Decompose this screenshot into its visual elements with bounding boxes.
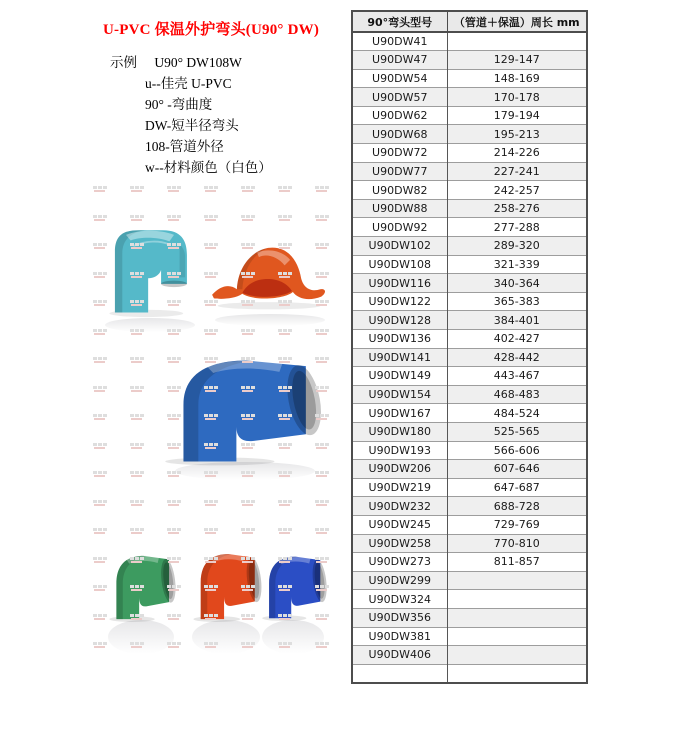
watermark-mark (93, 186, 109, 193)
range-cell: 227-241 (447, 162, 587, 181)
watermark-mark (167, 186, 183, 193)
model-cell: U90DW299 (352, 571, 447, 590)
table-row (352, 441, 587, 460)
watermark-mark (278, 215, 294, 222)
range-cell: 729-769 (447, 515, 587, 534)
teal-elbow-image (99, 222, 201, 318)
watermark-mark (241, 500, 257, 507)
range-cell: 607-646 (447, 460, 587, 479)
model-cell: U90DW406 (352, 646, 447, 665)
watermark-mark (315, 186, 331, 193)
product-photo-bottom (100, 538, 345, 663)
table-header-row (352, 11, 587, 32)
model-cell: U90DW324 (352, 590, 447, 609)
range-cell: 365-383 (447, 292, 587, 311)
model-cell: U90DW68 (352, 125, 447, 144)
table-row (352, 664, 587, 683)
watermark-mark (204, 186, 220, 193)
reflection (175, 462, 315, 480)
model-cell: U90DW180 (352, 422, 447, 441)
legend-line: u--佳壳 U-PVC (145, 76, 232, 91)
watermark-mark (167, 500, 183, 507)
reflection (262, 620, 324, 654)
range-cell: 484-524 (447, 404, 587, 423)
model-cell: U90DW116 (352, 274, 447, 293)
model-cell: U90DW245 (352, 515, 447, 534)
model-cell: U90DW149 (352, 367, 447, 386)
table-row (352, 553, 587, 572)
model-cell (352, 664, 447, 683)
orange-shell-image (205, 236, 333, 314)
blue-small-elbow-image (258, 548, 330, 622)
table-row (352, 218, 587, 237)
range-cell: 289-320 (447, 237, 587, 256)
legend-example-row (110, 55, 242, 70)
table-row (352, 404, 587, 423)
range-cell (447, 571, 587, 590)
table-row (352, 571, 587, 590)
table-row (352, 311, 587, 330)
model-cell: U90DW72 (352, 144, 447, 163)
model-cell: U90DW57 (352, 88, 447, 107)
range-cell: 525-565 (447, 422, 587, 441)
table-row (352, 646, 587, 665)
range-cell (447, 627, 587, 646)
table-row (352, 590, 587, 609)
page-title: U-PVC 保温外护弯头(U90° DW) (103, 22, 320, 38)
watermark-mark (241, 215, 257, 222)
model-cell: U90DW41 (352, 32, 447, 51)
model-cell: U90DW141 (352, 348, 447, 367)
model-cell: U90DW136 (352, 330, 447, 349)
range-cell (447, 646, 587, 665)
table-row (352, 69, 587, 88)
range-cell: 384-401 (447, 311, 587, 330)
watermark-mark (130, 528, 146, 535)
range-cell: 340-364 (447, 274, 587, 293)
range-cell (447, 664, 587, 683)
spec-table-wrap (351, 10, 586, 684)
reflection (108, 620, 174, 654)
range-cell: 428-442 (447, 348, 587, 367)
model-cell: U90DW108 (352, 255, 447, 274)
model-cell: U90DW193 (352, 441, 447, 460)
model-cell: U90DW92 (352, 218, 447, 237)
product-photo-middle (95, 336, 345, 481)
model-cell: U90DW47 (352, 51, 447, 70)
model-cell: U90DW206 (352, 460, 447, 479)
model-cell: U90DW356 (352, 608, 447, 627)
watermark-mark (204, 500, 220, 507)
watermark-mark (130, 215, 146, 222)
watermark-mark (315, 500, 331, 507)
table-row (352, 88, 587, 107)
spec-table-body (352, 32, 587, 683)
watermark-mark (204, 215, 220, 222)
model-legend (110, 52, 272, 178)
model-cell: U90DW122 (352, 292, 447, 311)
watermark-mark (93, 528, 109, 535)
model-cell: U90DW102 (352, 237, 447, 256)
table-row (352, 274, 587, 293)
model-cell: U90DW232 (352, 497, 447, 516)
model-cell: U90DW167 (352, 404, 447, 423)
range-cell: 443-467 (447, 367, 587, 386)
range-cell: 277-288 (447, 218, 587, 237)
watermark-mark (93, 215, 109, 222)
model-cell: U90DW88 (352, 199, 447, 218)
table-row (352, 51, 587, 70)
range-cell: 770-810 (447, 534, 587, 553)
range-cell: 321-339 (447, 255, 587, 274)
model-cell: U90DW82 (352, 181, 447, 200)
table-row (352, 385, 587, 404)
range-cell: 566-606 (447, 441, 587, 460)
reflection (105, 318, 195, 332)
spec-table (351, 10, 588, 684)
table-row (352, 181, 587, 200)
model-cell: U90DW54 (352, 69, 447, 88)
table-row (352, 330, 587, 349)
range-cell: 258-276 (447, 199, 587, 218)
model-column-header: 90°弯头型号 (352, 11, 447, 32)
table-row (352, 106, 587, 125)
legend-line: 90° -弯曲度 (145, 97, 213, 112)
range-cell (447, 590, 587, 609)
model-cell: U90DW273 (352, 553, 447, 572)
model-cell: U90DW62 (352, 106, 447, 125)
range-cell: 688-728 (447, 497, 587, 516)
table-row (352, 348, 587, 367)
model-cell: U90DW219 (352, 478, 447, 497)
watermark-mark (167, 528, 183, 535)
range-cell: 195-213 (447, 125, 587, 144)
table-row (352, 497, 587, 516)
range-cell: 129-147 (447, 51, 587, 70)
teal-elbow-body (115, 230, 187, 312)
table-row (352, 627, 587, 646)
range-cell: 811-857 (447, 553, 587, 572)
table-row (352, 162, 587, 181)
watermark-mark (315, 215, 331, 222)
watermark-mark (315, 528, 331, 535)
range-cell: 214-226 (447, 144, 587, 163)
model-cell: U90DW77 (352, 162, 447, 181)
reflection (192, 620, 260, 654)
table-row (352, 199, 587, 218)
table-row (352, 460, 587, 479)
table-row (352, 478, 587, 497)
legend-line: w--材料颜色（白色） (145, 160, 272, 175)
watermark-mark (167, 215, 183, 222)
watermark-mark (130, 500, 146, 507)
table-row (352, 367, 587, 386)
model-cell: U90DW154 (352, 385, 447, 404)
watermark-mark (278, 528, 294, 535)
range-cell: 468-483 (447, 385, 587, 404)
table-row (352, 237, 587, 256)
product-photo-top (95, 222, 340, 332)
table-row (352, 515, 587, 534)
model-cell: U90DW381 (352, 627, 447, 646)
watermark-mark (241, 186, 257, 193)
table-row (352, 32, 587, 51)
range-cell: 179-194 (447, 106, 587, 125)
table-row (352, 292, 587, 311)
circumference-column-header: （管道＋保温）周长 mm (447, 11, 587, 32)
blue-elbow-image (157, 348, 329, 466)
watermark-mark (278, 186, 294, 193)
range-cell (447, 608, 587, 627)
reflection (215, 314, 325, 326)
legend-example-value: U90° DW108W (154, 55, 242, 70)
watermark-mark (93, 500, 109, 507)
range-cell: 148-169 (447, 69, 587, 88)
legend-example-label: 示例 (110, 55, 137, 70)
watermark-mark (130, 186, 146, 193)
orange-elbow-image (188, 546, 266, 622)
table-row (352, 534, 587, 553)
green-elbow-image (104, 548, 180, 622)
range-cell (447, 32, 587, 51)
model-cell: U90DW258 (352, 534, 447, 553)
table-row (352, 144, 587, 163)
table-row (352, 608, 587, 627)
range-cell: 242-257 (447, 181, 587, 200)
watermark-mark (204, 528, 220, 535)
table-row (352, 255, 587, 274)
table-row (352, 422, 587, 441)
range-cell: 402-427 (447, 330, 587, 349)
legend-line: 108-管道外径 (145, 139, 224, 154)
watermark-mark (241, 528, 257, 535)
table-row (352, 125, 587, 144)
range-cell: 170-178 (447, 88, 587, 107)
range-cell: 647-687 (447, 478, 587, 497)
watermark-mark (278, 500, 294, 507)
legend-line: DW-短半径弯头 (145, 118, 239, 133)
model-cell: U90DW128 (352, 311, 447, 330)
